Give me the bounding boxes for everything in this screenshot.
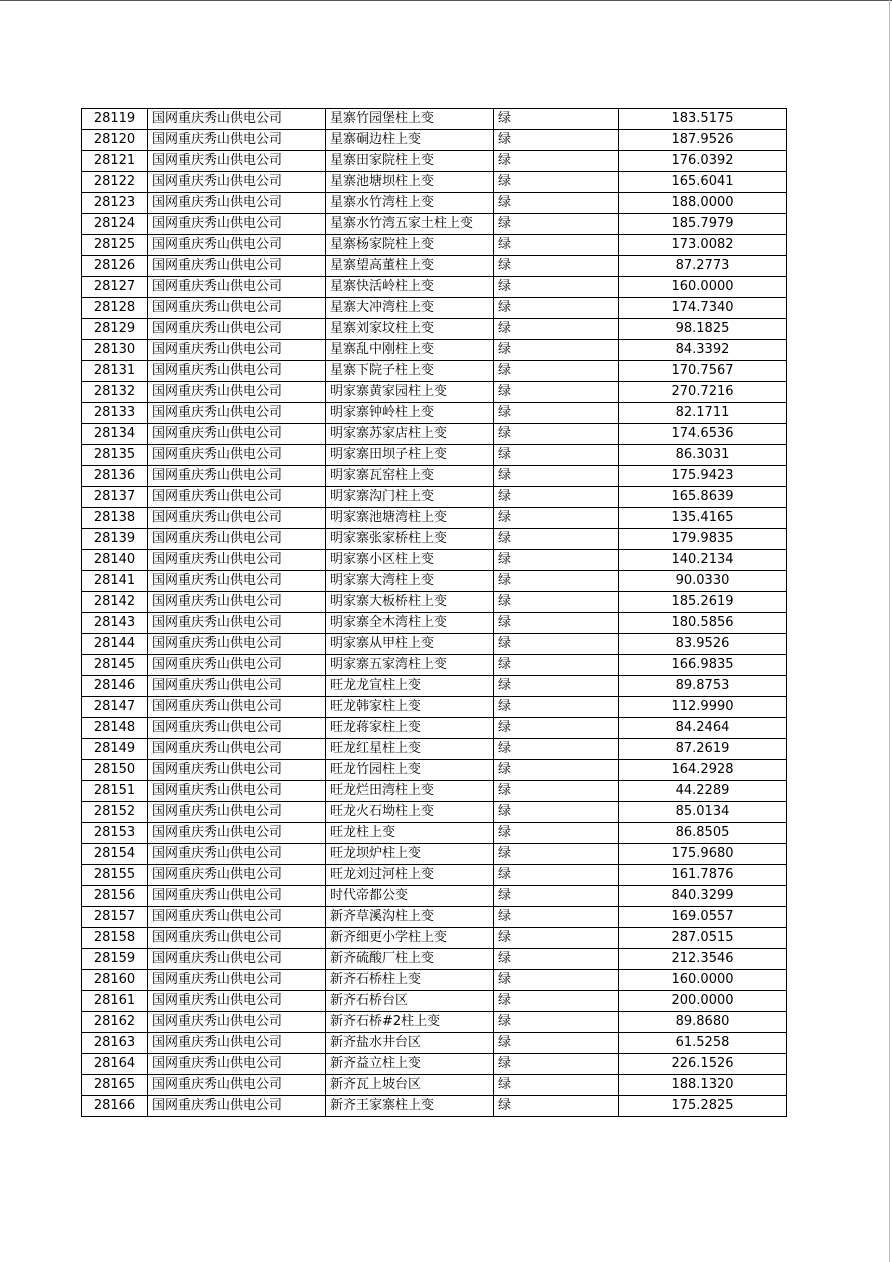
cell-id: 28159 — [82, 949, 148, 970]
cell-value: 90.0330 — [619, 571, 787, 592]
table-row — [82, 844, 787, 865]
table-row — [82, 655, 787, 676]
cell-org: 国网重庆秀山供电公司 — [148, 508, 326, 529]
cell-id: 28163 — [82, 1033, 148, 1054]
cell-id: 28131 — [82, 361, 148, 382]
cell-color: 绿 — [494, 256, 619, 277]
table-row — [82, 235, 787, 256]
cell-id: 28153 — [82, 823, 148, 844]
cell-org: 国网重庆秀山供电公司 — [148, 781, 326, 802]
cell-name: 旺龙柱上变 — [326, 823, 494, 844]
cell-color: 绿 — [494, 991, 619, 1012]
cell-name: 时代帝都公变 — [326, 886, 494, 907]
cell-value: 175.9423 — [619, 466, 787, 487]
table-row — [82, 109, 787, 130]
cell-id: 28145 — [82, 655, 148, 676]
cell-org: 国网重庆秀山供电公司 — [148, 907, 326, 928]
table-row — [82, 781, 787, 802]
table-row — [82, 214, 787, 235]
cell-org: 国网重庆秀山供电公司 — [148, 193, 326, 214]
table-row — [82, 382, 787, 403]
cell-org: 国网重庆秀山供电公司 — [148, 886, 326, 907]
cell-name: 旺龙刘过河柱上变 — [326, 865, 494, 886]
cell-id: 28146 — [82, 676, 148, 697]
cell-name: 明家寨池塘湾柱上变 — [326, 508, 494, 529]
cell-value: 44.2289 — [619, 781, 787, 802]
cell-org: 国网重庆秀山供电公司 — [148, 151, 326, 172]
cell-org: 国网重庆秀山供电公司 — [148, 655, 326, 676]
cell-id: 28152 — [82, 802, 148, 823]
cell-id: 28134 — [82, 424, 148, 445]
cell-value: 176.0392 — [619, 151, 787, 172]
cell-color: 绿 — [494, 424, 619, 445]
cell-id: 28126 — [82, 256, 148, 277]
cell-org: 国网重庆秀山供电公司 — [148, 256, 326, 277]
cell-org: 国网重庆秀山供电公司 — [148, 802, 326, 823]
cell-name: 星寨硐边柱上变 — [326, 130, 494, 151]
cell-org: 国网重庆秀山供电公司 — [148, 235, 326, 256]
cell-value: 180.5856 — [619, 613, 787, 634]
cell-org: 国网重庆秀山供电公司 — [148, 109, 326, 130]
cell-org: 国网重庆秀山供电公司 — [148, 445, 326, 466]
table-row — [82, 676, 787, 697]
cell-value: 84.2464 — [619, 718, 787, 739]
table-row — [82, 1096, 787, 1117]
cell-org: 国网重庆秀山供电公司 — [148, 928, 326, 949]
cell-name: 明家寨大湾柱上变 — [326, 571, 494, 592]
cell-color: 绿 — [494, 844, 619, 865]
cell-value: 164.2928 — [619, 760, 787, 781]
data-table — [81, 108, 787, 1117]
cell-name: 星寨快活岭柱上变 — [326, 277, 494, 298]
cell-value: 166.9835 — [619, 655, 787, 676]
cell-id: 28133 — [82, 403, 148, 424]
cell-id: 28149 — [82, 739, 148, 760]
cell-value: 170.7567 — [619, 361, 787, 382]
cell-color: 绿 — [494, 1075, 619, 1096]
table-row — [82, 697, 787, 718]
table-row — [82, 319, 787, 340]
table-row — [82, 634, 787, 655]
cell-name: 明家寨沟门柱上变 — [326, 487, 494, 508]
cell-name: 新齐王家寨柱上变 — [326, 1096, 494, 1117]
cell-value: 188.1320 — [619, 1075, 787, 1096]
cell-color: 绿 — [494, 592, 619, 613]
cell-id: 28119 — [82, 109, 148, 130]
table-row — [82, 739, 787, 760]
cell-id: 28156 — [82, 886, 148, 907]
cell-id: 28139 — [82, 529, 148, 550]
cell-id: 28148 — [82, 718, 148, 739]
cell-value: 212.3546 — [619, 949, 787, 970]
cell-id: 28123 — [82, 193, 148, 214]
cell-value: 173.0082 — [619, 235, 787, 256]
cell-org: 国网重庆秀山供电公司 — [148, 424, 326, 445]
cell-color: 绿 — [494, 907, 619, 928]
cell-name: 星寨刘家坟柱上变 — [326, 319, 494, 340]
cell-name: 明家寨小区柱上变 — [326, 550, 494, 571]
cell-color: 绿 — [494, 1054, 619, 1075]
cell-color: 绿 — [494, 130, 619, 151]
cell-name: 星寨杨家院柱上变 — [326, 235, 494, 256]
table-row — [82, 571, 787, 592]
cell-value: 270.7216 — [619, 382, 787, 403]
cell-value: 187.9526 — [619, 130, 787, 151]
cell-color: 绿 — [494, 340, 619, 361]
cell-name: 明家寨瓦窑柱上变 — [326, 466, 494, 487]
cell-org: 国网重庆秀山供电公司 — [148, 340, 326, 361]
table-row — [82, 823, 787, 844]
cell-org: 国网重庆秀山供电公司 — [148, 739, 326, 760]
cell-value: 84.3392 — [619, 340, 787, 361]
cell-color: 绿 — [494, 151, 619, 172]
table-row — [82, 256, 787, 277]
cell-value: 185.7979 — [619, 214, 787, 235]
cell-id: 28157 — [82, 907, 148, 928]
cell-color: 绿 — [494, 109, 619, 130]
cell-org: 国网重庆秀山供电公司 — [148, 130, 326, 151]
cell-org: 国网重庆秀山供电公司 — [148, 277, 326, 298]
cell-value: 160.0000 — [619, 277, 787, 298]
table-row — [82, 865, 787, 886]
cell-name: 旺龙韩家柱上变 — [326, 697, 494, 718]
cell-id: 28136 — [82, 466, 148, 487]
cell-color: 绿 — [494, 781, 619, 802]
cell-name: 星寨水竹湾五家土柱上变 — [326, 214, 494, 235]
table-row — [82, 1075, 787, 1096]
table-row — [82, 172, 787, 193]
cell-name: 旺龙竹园柱上变 — [326, 760, 494, 781]
cell-id: 28155 — [82, 865, 148, 886]
cell-color: 绿 — [494, 1033, 619, 1054]
cell-org: 国网重庆秀山供电公司 — [148, 697, 326, 718]
cell-value: 87.2773 — [619, 256, 787, 277]
cell-name: 明家寨田坝子柱上变 — [326, 445, 494, 466]
cell-org: 国网重庆秀山供电公司 — [148, 613, 326, 634]
cell-org: 国网重庆秀山供电公司 — [148, 592, 326, 613]
table-row — [82, 277, 787, 298]
cell-id: 28158 — [82, 928, 148, 949]
table-row — [82, 592, 787, 613]
cell-id: 28128 — [82, 298, 148, 319]
cell-id: 28130 — [82, 340, 148, 361]
cell-color: 绿 — [494, 655, 619, 676]
cell-value: 175.9680 — [619, 844, 787, 865]
cell-org: 国网重庆秀山供电公司 — [148, 487, 326, 508]
cell-name: 新齐石桥柱上变 — [326, 970, 494, 991]
table-row — [82, 403, 787, 424]
cell-color: 绿 — [494, 466, 619, 487]
cell-color: 绿 — [494, 445, 619, 466]
cell-color: 绿 — [494, 361, 619, 382]
table-row — [82, 991, 787, 1012]
cell-value: 160.0000 — [619, 970, 787, 991]
cell-id: 28135 — [82, 445, 148, 466]
cell-color: 绿 — [494, 193, 619, 214]
cell-org: 国网重庆秀山供电公司 — [148, 214, 326, 235]
cell-value: 86.8505 — [619, 823, 787, 844]
cell-org: 国网重庆秀山供电公司 — [148, 1075, 326, 1096]
cell-org: 国网重庆秀山供电公司 — [148, 466, 326, 487]
cell-value: 89.8680 — [619, 1012, 787, 1033]
cell-name: 明家寨黄家园柱上变 — [326, 382, 494, 403]
cell-name: 星寨竹园堡柱上变 — [326, 109, 494, 130]
cell-value: 174.7340 — [619, 298, 787, 319]
table-row — [82, 970, 787, 991]
page-right-border — [889, 0, 890, 1262]
cell-value: 61.5258 — [619, 1033, 787, 1054]
cell-value: 169.0557 — [619, 907, 787, 928]
cell-value: 840.3299 — [619, 886, 787, 907]
table-row — [82, 424, 787, 445]
cell-value: 85.0134 — [619, 802, 787, 823]
cell-value: 287.0515 — [619, 928, 787, 949]
table-row — [82, 487, 787, 508]
cell-name: 星寨田家院柱上变 — [326, 151, 494, 172]
cell-org: 国网重庆秀山供电公司 — [148, 529, 326, 550]
cell-id: 28151 — [82, 781, 148, 802]
cell-id: 28154 — [82, 844, 148, 865]
cell-org: 国网重庆秀山供电公司 — [148, 571, 326, 592]
cell-color: 绿 — [494, 508, 619, 529]
cell-name: 旺龙火石坳柱上变 — [326, 802, 494, 823]
cell-color: 绿 — [494, 277, 619, 298]
cell-name: 明家寨五家湾柱上变 — [326, 655, 494, 676]
cell-id: 28160 — [82, 970, 148, 991]
cell-value: 174.6536 — [619, 424, 787, 445]
cell-id: 28162 — [82, 1012, 148, 1033]
cell-value: 89.8753 — [619, 676, 787, 697]
table-row — [82, 802, 787, 823]
cell-value: 87.2619 — [619, 739, 787, 760]
table-row — [82, 193, 787, 214]
cell-value: 165.8639 — [619, 487, 787, 508]
cell-org: 国网重庆秀山供电公司 — [148, 361, 326, 382]
cell-name: 旺龙烂田湾柱上变 — [326, 781, 494, 802]
cell-org: 国网重庆秀山供电公司 — [148, 865, 326, 886]
table-row — [82, 298, 787, 319]
table-row — [82, 529, 787, 550]
cell-org: 国网重庆秀山供电公司 — [148, 1096, 326, 1117]
table-row — [82, 340, 787, 361]
cell-value: 86.3031 — [619, 445, 787, 466]
cell-color: 绿 — [494, 865, 619, 886]
cell-color: 绿 — [494, 550, 619, 571]
cell-name: 新齐石桥台区 — [326, 991, 494, 1012]
table-row — [82, 550, 787, 571]
cell-name: 新齐石桥#2柱上变 — [326, 1012, 494, 1033]
table-row — [82, 466, 787, 487]
cell-value: 98.1825 — [619, 319, 787, 340]
table-row — [82, 361, 787, 382]
table-row — [82, 760, 787, 781]
table-row — [82, 1033, 787, 1054]
cell-color: 绿 — [494, 613, 619, 634]
page-top-border — [0, 0, 892, 1]
cell-value: 135.4165 — [619, 508, 787, 529]
cell-org: 国网重庆秀山供电公司 — [148, 823, 326, 844]
cell-name: 新齐盐水井台区 — [326, 1033, 494, 1054]
cell-name: 星寨大冲湾柱上变 — [326, 298, 494, 319]
cell-value: 185.2619 — [619, 592, 787, 613]
cell-color: 绿 — [494, 739, 619, 760]
cell-org: 国网重庆秀山供电公司 — [148, 298, 326, 319]
cell-org: 国网重庆秀山供电公司 — [148, 844, 326, 865]
cell-id: 28137 — [82, 487, 148, 508]
cell-name: 新齐草溪沟柱上变 — [326, 907, 494, 928]
cell-id: 28129 — [82, 319, 148, 340]
cell-value: 112.9990 — [619, 697, 787, 718]
cell-org: 国网重庆秀山供电公司 — [148, 172, 326, 193]
cell-org: 国网重庆秀山供电公司 — [148, 991, 326, 1012]
cell-value: 83.9526 — [619, 634, 787, 655]
cell-id: 28142 — [82, 592, 148, 613]
table-row — [82, 907, 787, 928]
cell-color: 绿 — [494, 970, 619, 991]
table-row — [82, 949, 787, 970]
cell-color: 绿 — [494, 487, 619, 508]
cell-color: 绿 — [494, 718, 619, 739]
cell-id: 28144 — [82, 634, 148, 655]
cell-org: 国网重庆秀山供电公司 — [148, 634, 326, 655]
table-row — [82, 718, 787, 739]
cell-org: 国网重庆秀山供电公司 — [148, 718, 326, 739]
cell-id: 28161 — [82, 991, 148, 1012]
table-row — [82, 1054, 787, 1075]
cell-value: 165.6041 — [619, 172, 787, 193]
cell-name: 新齐益立柱上变 — [326, 1054, 494, 1075]
cell-org: 国网重庆秀山供电公司 — [148, 382, 326, 403]
cell-id: 28125 — [82, 235, 148, 256]
cell-color: 绿 — [494, 1096, 619, 1117]
cell-color: 绿 — [494, 235, 619, 256]
cell-id: 28127 — [82, 277, 148, 298]
cell-org: 国网重庆秀山供电公司 — [148, 1012, 326, 1033]
cell-color: 绿 — [494, 886, 619, 907]
cell-color: 绿 — [494, 571, 619, 592]
cell-name: 新齐瓦上坡台区 — [326, 1075, 494, 1096]
cell-id: 28164 — [82, 1054, 148, 1075]
cell-name: 明家寨从甲柱上变 — [326, 634, 494, 655]
cell-org: 国网重庆秀山供电公司 — [148, 676, 326, 697]
cell-color: 绿 — [494, 697, 619, 718]
cell-id: 28141 — [82, 571, 148, 592]
cell-id: 28147 — [82, 697, 148, 718]
cell-color: 绿 — [494, 403, 619, 424]
cell-color: 绿 — [494, 949, 619, 970]
cell-color: 绿 — [494, 823, 619, 844]
cell-org: 国网重庆秀山供电公司 — [148, 1033, 326, 1054]
cell-id: 28132 — [82, 382, 148, 403]
cell-name: 星寨乱中刚柱上变 — [326, 340, 494, 361]
cell-color: 绿 — [494, 529, 619, 550]
table-row — [82, 130, 787, 151]
cell-value: 183.5175 — [619, 109, 787, 130]
cell-org: 国网重庆秀山供电公司 — [148, 970, 326, 991]
cell-name: 新齐细更小学柱上变 — [326, 928, 494, 949]
table-row — [82, 151, 787, 172]
cell-id: 28120 — [82, 130, 148, 151]
cell-color: 绿 — [494, 634, 619, 655]
cell-name: 星寨水竹湾柱上变 — [326, 193, 494, 214]
cell-name: 旺龙蒋家柱上变 — [326, 718, 494, 739]
table-row — [82, 886, 787, 907]
cell-id: 28140 — [82, 550, 148, 571]
cell-id: 28124 — [82, 214, 148, 235]
cell-color: 绿 — [494, 298, 619, 319]
cell-value: 140.2134 — [619, 550, 787, 571]
table-row — [82, 445, 787, 466]
cell-color: 绿 — [494, 214, 619, 235]
cell-org: 国网重庆秀山供电公司 — [148, 1054, 326, 1075]
cell-value: 226.1526 — [619, 1054, 787, 1075]
cell-value: 188.0000 — [619, 193, 787, 214]
cell-color: 绿 — [494, 382, 619, 403]
table-row — [82, 613, 787, 634]
cell-color: 绿 — [494, 172, 619, 193]
cell-org: 国网重庆秀山供电公司 — [148, 403, 326, 424]
cell-color: 绿 — [494, 319, 619, 340]
table-body — [82, 109, 787, 1117]
cell-org: 国网重庆秀山供电公司 — [148, 550, 326, 571]
cell-org: 国网重庆秀山供电公司 — [148, 760, 326, 781]
cell-name: 旺龙龙宣柱上变 — [326, 676, 494, 697]
cell-id: 28121 — [82, 151, 148, 172]
cell-id: 28138 — [82, 508, 148, 529]
table-row — [82, 928, 787, 949]
cell-value: 175.2825 — [619, 1096, 787, 1117]
cell-name: 明家寨大板桥柱上变 — [326, 592, 494, 613]
cell-name: 星寨下院子柱上变 — [326, 361, 494, 382]
cell-name: 星寨望高董柱上变 — [326, 256, 494, 277]
cell-name: 新齐硫酸厂柱上变 — [326, 949, 494, 970]
cell-value: 179.9835 — [619, 529, 787, 550]
cell-name: 明家寨张家桥柱上变 — [326, 529, 494, 550]
cell-name: 旺龙红星柱上变 — [326, 739, 494, 760]
cell-org: 国网重庆秀山供电公司 — [148, 319, 326, 340]
cell-name: 明家寨全木湾柱上变 — [326, 613, 494, 634]
cell-value: 161.7876 — [619, 865, 787, 886]
cell-color: 绿 — [494, 802, 619, 823]
cell-org: 国网重庆秀山供电公司 — [148, 949, 326, 970]
cell-name: 明家寨苏家店柱上变 — [326, 424, 494, 445]
cell-id: 28165 — [82, 1075, 148, 1096]
table-row — [82, 1012, 787, 1033]
cell-color: 绿 — [494, 928, 619, 949]
cell-color: 绿 — [494, 676, 619, 697]
cell-id: 28122 — [82, 172, 148, 193]
cell-value: 200.0000 — [619, 991, 787, 1012]
cell-id: 28166 — [82, 1096, 148, 1117]
cell-name: 明家寨钟岭柱上变 — [326, 403, 494, 424]
cell-id: 28143 — [82, 613, 148, 634]
cell-value: 82.1711 — [619, 403, 787, 424]
cell-name: 旺龙坝炉柱上变 — [326, 844, 494, 865]
cell-name: 星寨池塘坝柱上变 — [326, 172, 494, 193]
cell-color: 绿 — [494, 760, 619, 781]
cell-id: 28150 — [82, 760, 148, 781]
cell-color: 绿 — [494, 1012, 619, 1033]
table-row — [82, 508, 787, 529]
